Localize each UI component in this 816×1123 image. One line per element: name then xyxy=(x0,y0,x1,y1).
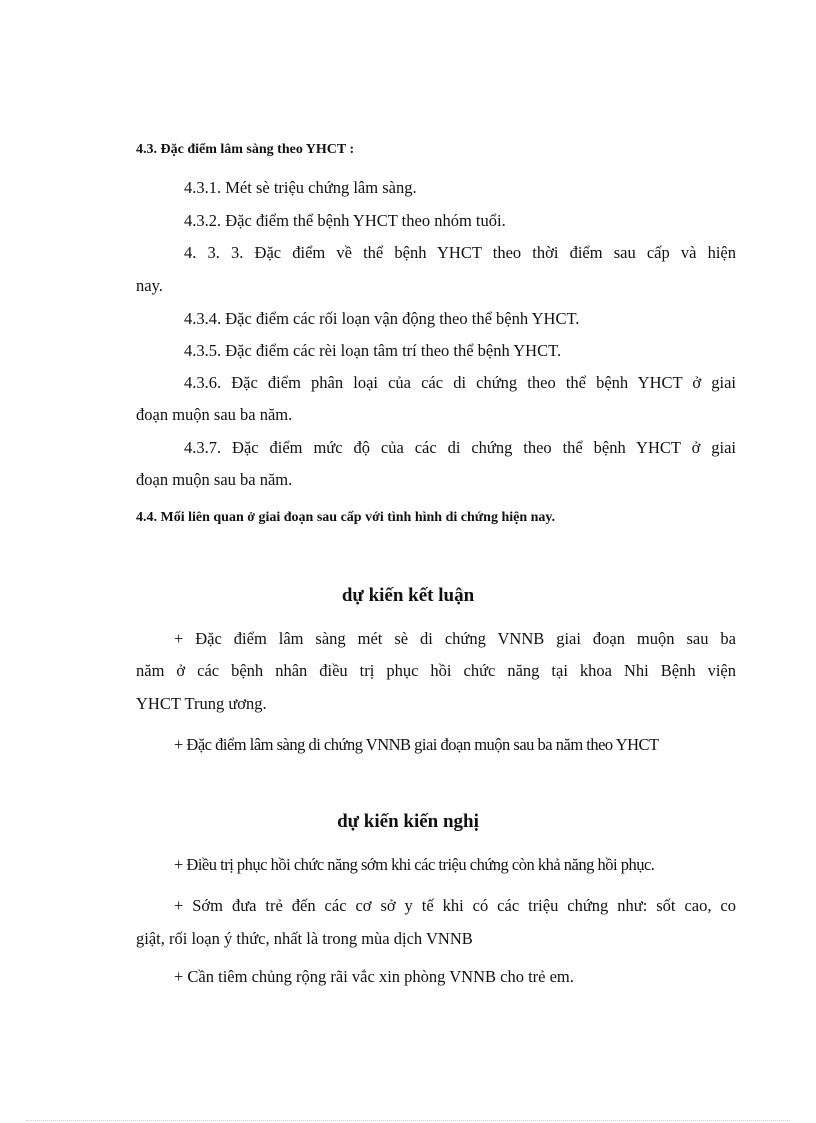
item-4-3-6: 4.3.6. Đặc điểm phân loại của các di chứng theo thể bệnh YHCT ở giai xyxy=(184,373,736,392)
recommendation-heading: dự kiến kiến nghị xyxy=(337,811,479,832)
conclusion-line-1: + Đặc điểm lâm sàng mét sè di chứng VNNB giai đoạn muộn sau ba xyxy=(174,629,736,648)
conclusion-line-3: YHCT Trung ương. xyxy=(136,694,267,713)
recommendation-line-2: + Sớm đưa trẻ đến các cơ sở y tế khi có các triệu chứng như: sốt cao, co xyxy=(174,896,736,915)
conclusion-line-2: năm ở các bệnh nhân điều trị phục hồi chức năng tại khoa Nhi Bệnh viện xyxy=(136,661,736,680)
item-4-3-6-cont: đoạn muộn sau ba năm. xyxy=(136,405,293,424)
item-4-3-7-cont: đoạn muộn sau ba năm. xyxy=(136,470,293,489)
item-4-3-3: 4. 3. 3. Đặc điểm về thể bệnh YHCT theo thời điểm sau cấp và hiện xyxy=(184,243,736,262)
item-4-3-2: 4.3.2. Đặc điểm thể bệnh YHCT theo nhóm tuổi. xyxy=(184,211,506,230)
item-4-3-5: 4.3.5. Đặc điểm các rèi loạn tâm trí theo thể bệnh YHCT. xyxy=(184,341,562,360)
conclusion-line-4: + Đặc điểm lâm sàng di chứng VNNB giai đoạn muộn sau ba năm theo YHCT xyxy=(174,735,659,754)
conclusion-heading: dự kiến kết luận xyxy=(341,585,475,606)
page-bottom-rule xyxy=(26,1120,790,1121)
section-4-3-title: 4.3. Đặc điểm lâm sàng theo YHCT : xyxy=(136,142,355,157)
item-4-3-7: 4.3.7. Đặc điểm mức độ của các di chứng theo thể bệnh YHCT ở giai xyxy=(184,438,736,457)
recommendation-line-1: + Điều trị phục hồi chức năng sớm khi các triệu chứng còn khả năng hồi phục. xyxy=(174,855,655,874)
recommendation-line-3: giật, rối loạn ý thức, nhất là trong mùa dịch VNNB xyxy=(136,929,473,948)
item-4-3-3-cont: nay. xyxy=(136,276,163,295)
recommendation-line-4: + Cần tiêm chủng rộng rãi vắc xin phòng VNNB cho trẻ em. xyxy=(174,967,574,986)
section-4-4-title: 4.4. Mối liên quan ở giai đoạn sau cấp với tình hình di chứng hiện nay. xyxy=(136,510,556,525)
item-4-3-4: 4.3.4. Đặc điểm các rối loạn vận động theo thể bệnh YHCT. xyxy=(184,309,580,328)
item-4-3-1: 4.3.1. Mét sè triệu chứng lâm sàng. xyxy=(184,178,417,197)
